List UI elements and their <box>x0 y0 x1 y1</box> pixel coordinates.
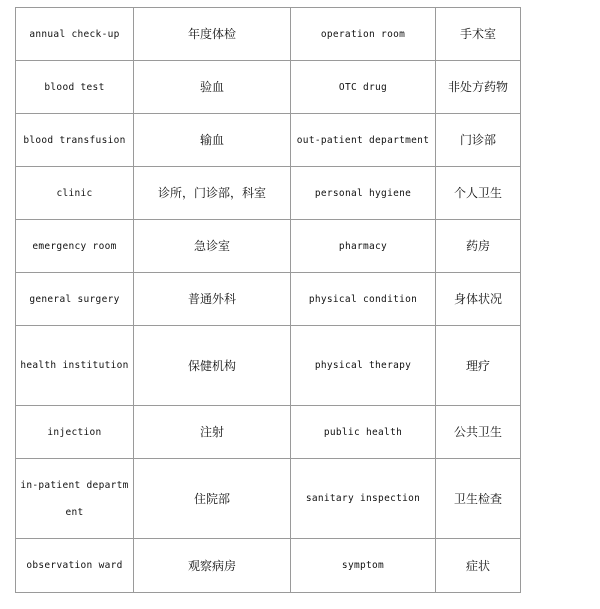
english-term: out-patient department <box>291 114 436 167</box>
table-row <box>16 539 521 593</box>
chinese-term: 理疗 <box>436 326 521 406</box>
table-row <box>16 114 521 167</box>
table-row <box>16 167 521 220</box>
chinese-term: 输血 <box>134 114 291 167</box>
english-term: physical condition <box>291 273 436 326</box>
table-row <box>16 406 521 459</box>
chinese-term: 身体状况 <box>436 273 521 326</box>
chinese-term: 诊所，门诊部，科室 <box>134 167 291 220</box>
english-term: emergency room <box>16 220 134 273</box>
english-term: observation ward <box>16 539 134 593</box>
chinese-term: 非处方药物 <box>436 61 521 114</box>
english-term: sanitary inspection <box>291 459 436 539</box>
english-term: general surgery <box>16 273 134 326</box>
table-row <box>16 220 521 273</box>
chinese-term: 卫生检查 <box>436 459 521 539</box>
english-term: blood test <box>16 61 134 114</box>
chinese-term: 个人卫生 <box>436 167 521 220</box>
english-term: symptom <box>291 539 436 593</box>
chinese-term: 公共卫生 <box>436 406 521 459</box>
chinese-term: 观察病房 <box>134 539 291 593</box>
english-term: in-patient department <box>16 459 134 539</box>
chinese-term: 验血 <box>134 61 291 114</box>
table-row <box>16 61 521 114</box>
english-term: personal hygiene <box>291 167 436 220</box>
chinese-term: 药房 <box>436 220 521 273</box>
chinese-term: 年度体检 <box>134 8 291 61</box>
medical-vocabulary-table <box>15 7 521 593</box>
chinese-term: 急诊室 <box>134 220 291 273</box>
chinese-term: 注射 <box>134 406 291 459</box>
table-row <box>16 273 521 326</box>
english-term: annual check-up <box>16 8 134 61</box>
chinese-term: 症状 <box>436 539 521 593</box>
english-term: clinic <box>16 167 134 220</box>
english-term: public health <box>291 406 436 459</box>
english-term: OTC drug <box>291 61 436 114</box>
english-term: physical therapy <box>291 326 436 406</box>
english-term: blood transfusion <box>16 114 134 167</box>
chinese-term: 普通外科 <box>134 273 291 326</box>
english-term: injection <box>16 406 134 459</box>
english-term: pharmacy <box>291 220 436 273</box>
chinese-term: 保健机构 <box>134 326 291 406</box>
chinese-term: 住院部 <box>134 459 291 539</box>
table-row <box>16 326 521 406</box>
table-row <box>16 8 521 61</box>
table-row <box>16 459 521 539</box>
chinese-term: 手术室 <box>436 8 521 61</box>
english-term: health institution <box>16 326 134 406</box>
english-term: operation room <box>291 8 436 61</box>
chinese-term: 门诊部 <box>436 114 521 167</box>
